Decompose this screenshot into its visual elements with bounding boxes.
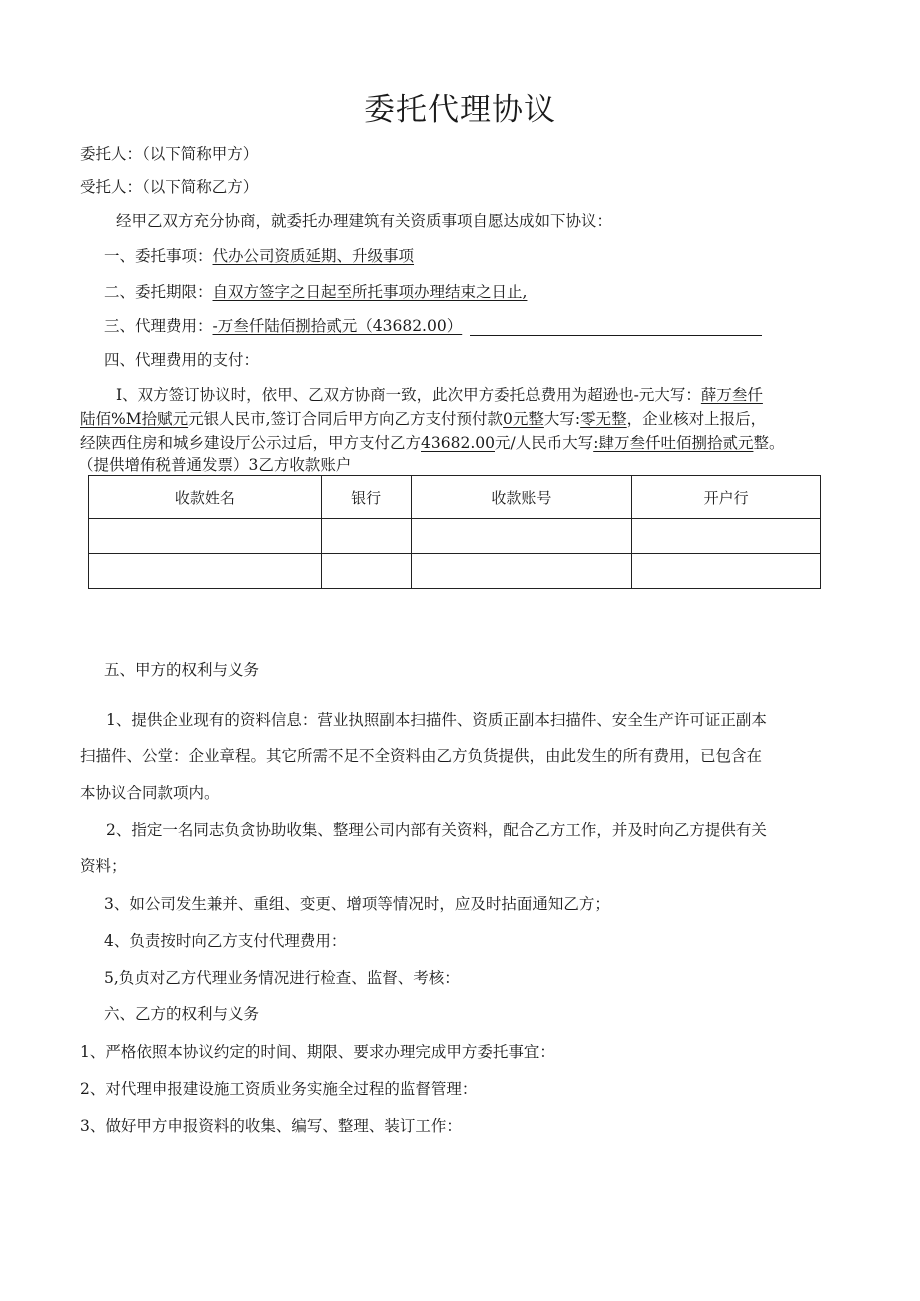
section5-p1-line3: 本协议合同款项内。 <box>80 784 220 802</box>
section6-p2: 2、对代理申报建设施工资质业务实施全过程的监督管理： <box>80 1080 478 1098</box>
table-cell <box>89 519 322 554</box>
final-payment-words: :肆万叁仟吐佰捌拾贰元 <box>593 434 754 452</box>
section6-title: 六、乙方的权利与义务 <box>104 1005 260 1023</box>
table-cell <box>632 554 821 589</box>
table-cell <box>321 519 411 554</box>
section5-p4: 4、负责按时向乙方支付代理费用： <box>104 932 347 950</box>
agent-line: 受托人：（以下简称乙方） <box>80 178 259 196</box>
item2-value: 自双方签字之日起至所托事项办理结束之日止, <box>212 283 528 301</box>
item3-value: -万叁仟陆佰捌拾贰元（43682.00） <box>212 317 463 335</box>
header-account-number: 收款账号 <box>411 476 632 519</box>
payment-line-1 <box>116 384 763 406</box>
payment-line-2 <box>80 408 766 430</box>
table-cell <box>89 554 322 589</box>
fee-blank-line <box>470 319 762 336</box>
payment-line-3 <box>80 432 784 454</box>
payment-text: I、双方签订协议时，依甲、乙双方协商一致，此次甲方委托总费用为超逊也-元大写： <box>116 386 701 404</box>
section5-p3: 3、如公司发生兼并、重组、变更、增项等情况时，应及时拈面通知乙方； <box>104 895 610 913</box>
principal-line: 委托人：（以下简称甲方） <box>80 145 259 163</box>
section5-title: 五、甲方的权利与义务 <box>104 661 260 679</box>
section5-p1-line1: 1、提供企业现有的资料信息：营业执照副本扫描件、资质正副本扫描件、安全生产许可证正副本 <box>106 711 767 729</box>
prepayment-words: 零无整 <box>580 410 627 428</box>
table-cell <box>411 554 632 589</box>
item1-line <box>104 246 414 266</box>
table-row <box>89 519 821 554</box>
payment-text: 元/人民币大写 <box>494 434 594 452</box>
section5-p1-line2: 扫描件、公堂：企业章程。其它所需不足不全资料由乙方负货提供，由此发生的所有费用，已包含在 <box>80 747 763 765</box>
payment-text: 大写: <box>543 410 581 428</box>
account-table <box>88 475 821 589</box>
document-title: 委托代理协议 <box>364 92 556 128</box>
table-row <box>89 554 821 589</box>
header-opening-bank: 开户行 <box>632 476 821 519</box>
header-bank: 银行 <box>321 476 411 519</box>
payment-text: 整。 <box>753 434 785 452</box>
item2-label: 二、委托期限： <box>104 283 213 301</box>
intro-line: 经甲乙双方充分协商，就委托办理建筑有关资质事项自愿达成如下协议： <box>116 212 613 230</box>
item3-line <box>104 316 762 336</box>
prepayment-amount: 0元整 <box>503 410 544 428</box>
section5-p2-line1: 2、指定一名同志负贪协助收集、整理公司内部有关资料，配合乙方工作，并及时向乙方提供有关 <box>106 821 767 839</box>
account-table-header <box>89 476 821 519</box>
payment-line-4: （提供增侑税普通发票）3乙方收款账户 <box>78 456 352 474</box>
item3-label: 三、代理费用： <box>104 317 213 335</box>
item2-line <box>104 282 527 302</box>
payment-text: ，企业核对上报后， <box>626 410 767 428</box>
payment-text: 经陕西住房和城乡建设厅公示过后，甲方支付乙方 <box>80 434 422 452</box>
payment-amount-words-cont: 陆佰%M拾赋元 <box>80 410 189 428</box>
section5-p5: 5,负贞对乙方代理业务情况进行检查、监督、考核： <box>104 969 460 987</box>
item1-value: 代办公司资质延期、升级事项 <box>212 247 415 265</box>
table-cell <box>632 519 821 554</box>
table-cell <box>321 554 411 589</box>
item1-label: 一、委托事项： <box>104 247 213 265</box>
item4-line: 四、代理费用的支付： <box>104 351 260 369</box>
payment-amount-words: 薛万叁仟 <box>700 386 763 404</box>
section6-p3: 3、做好甲方申报资料的收集、编写、整理、装订工作： <box>80 1117 462 1135</box>
header-payee-name: 收款姓名 <box>89 476 322 519</box>
payment-text: 元银人民市,签订合同后甲方向乙方支付预付款 <box>188 410 504 428</box>
section6-p1: 1、严格依照本协议约定的时间、期限、要求办理完成甲方委托事宜： <box>80 1043 555 1061</box>
section5-p2-line2: 资料； <box>80 857 127 875</box>
final-payment-amount: 43682.00 <box>421 434 495 452</box>
table-cell <box>411 519 632 554</box>
